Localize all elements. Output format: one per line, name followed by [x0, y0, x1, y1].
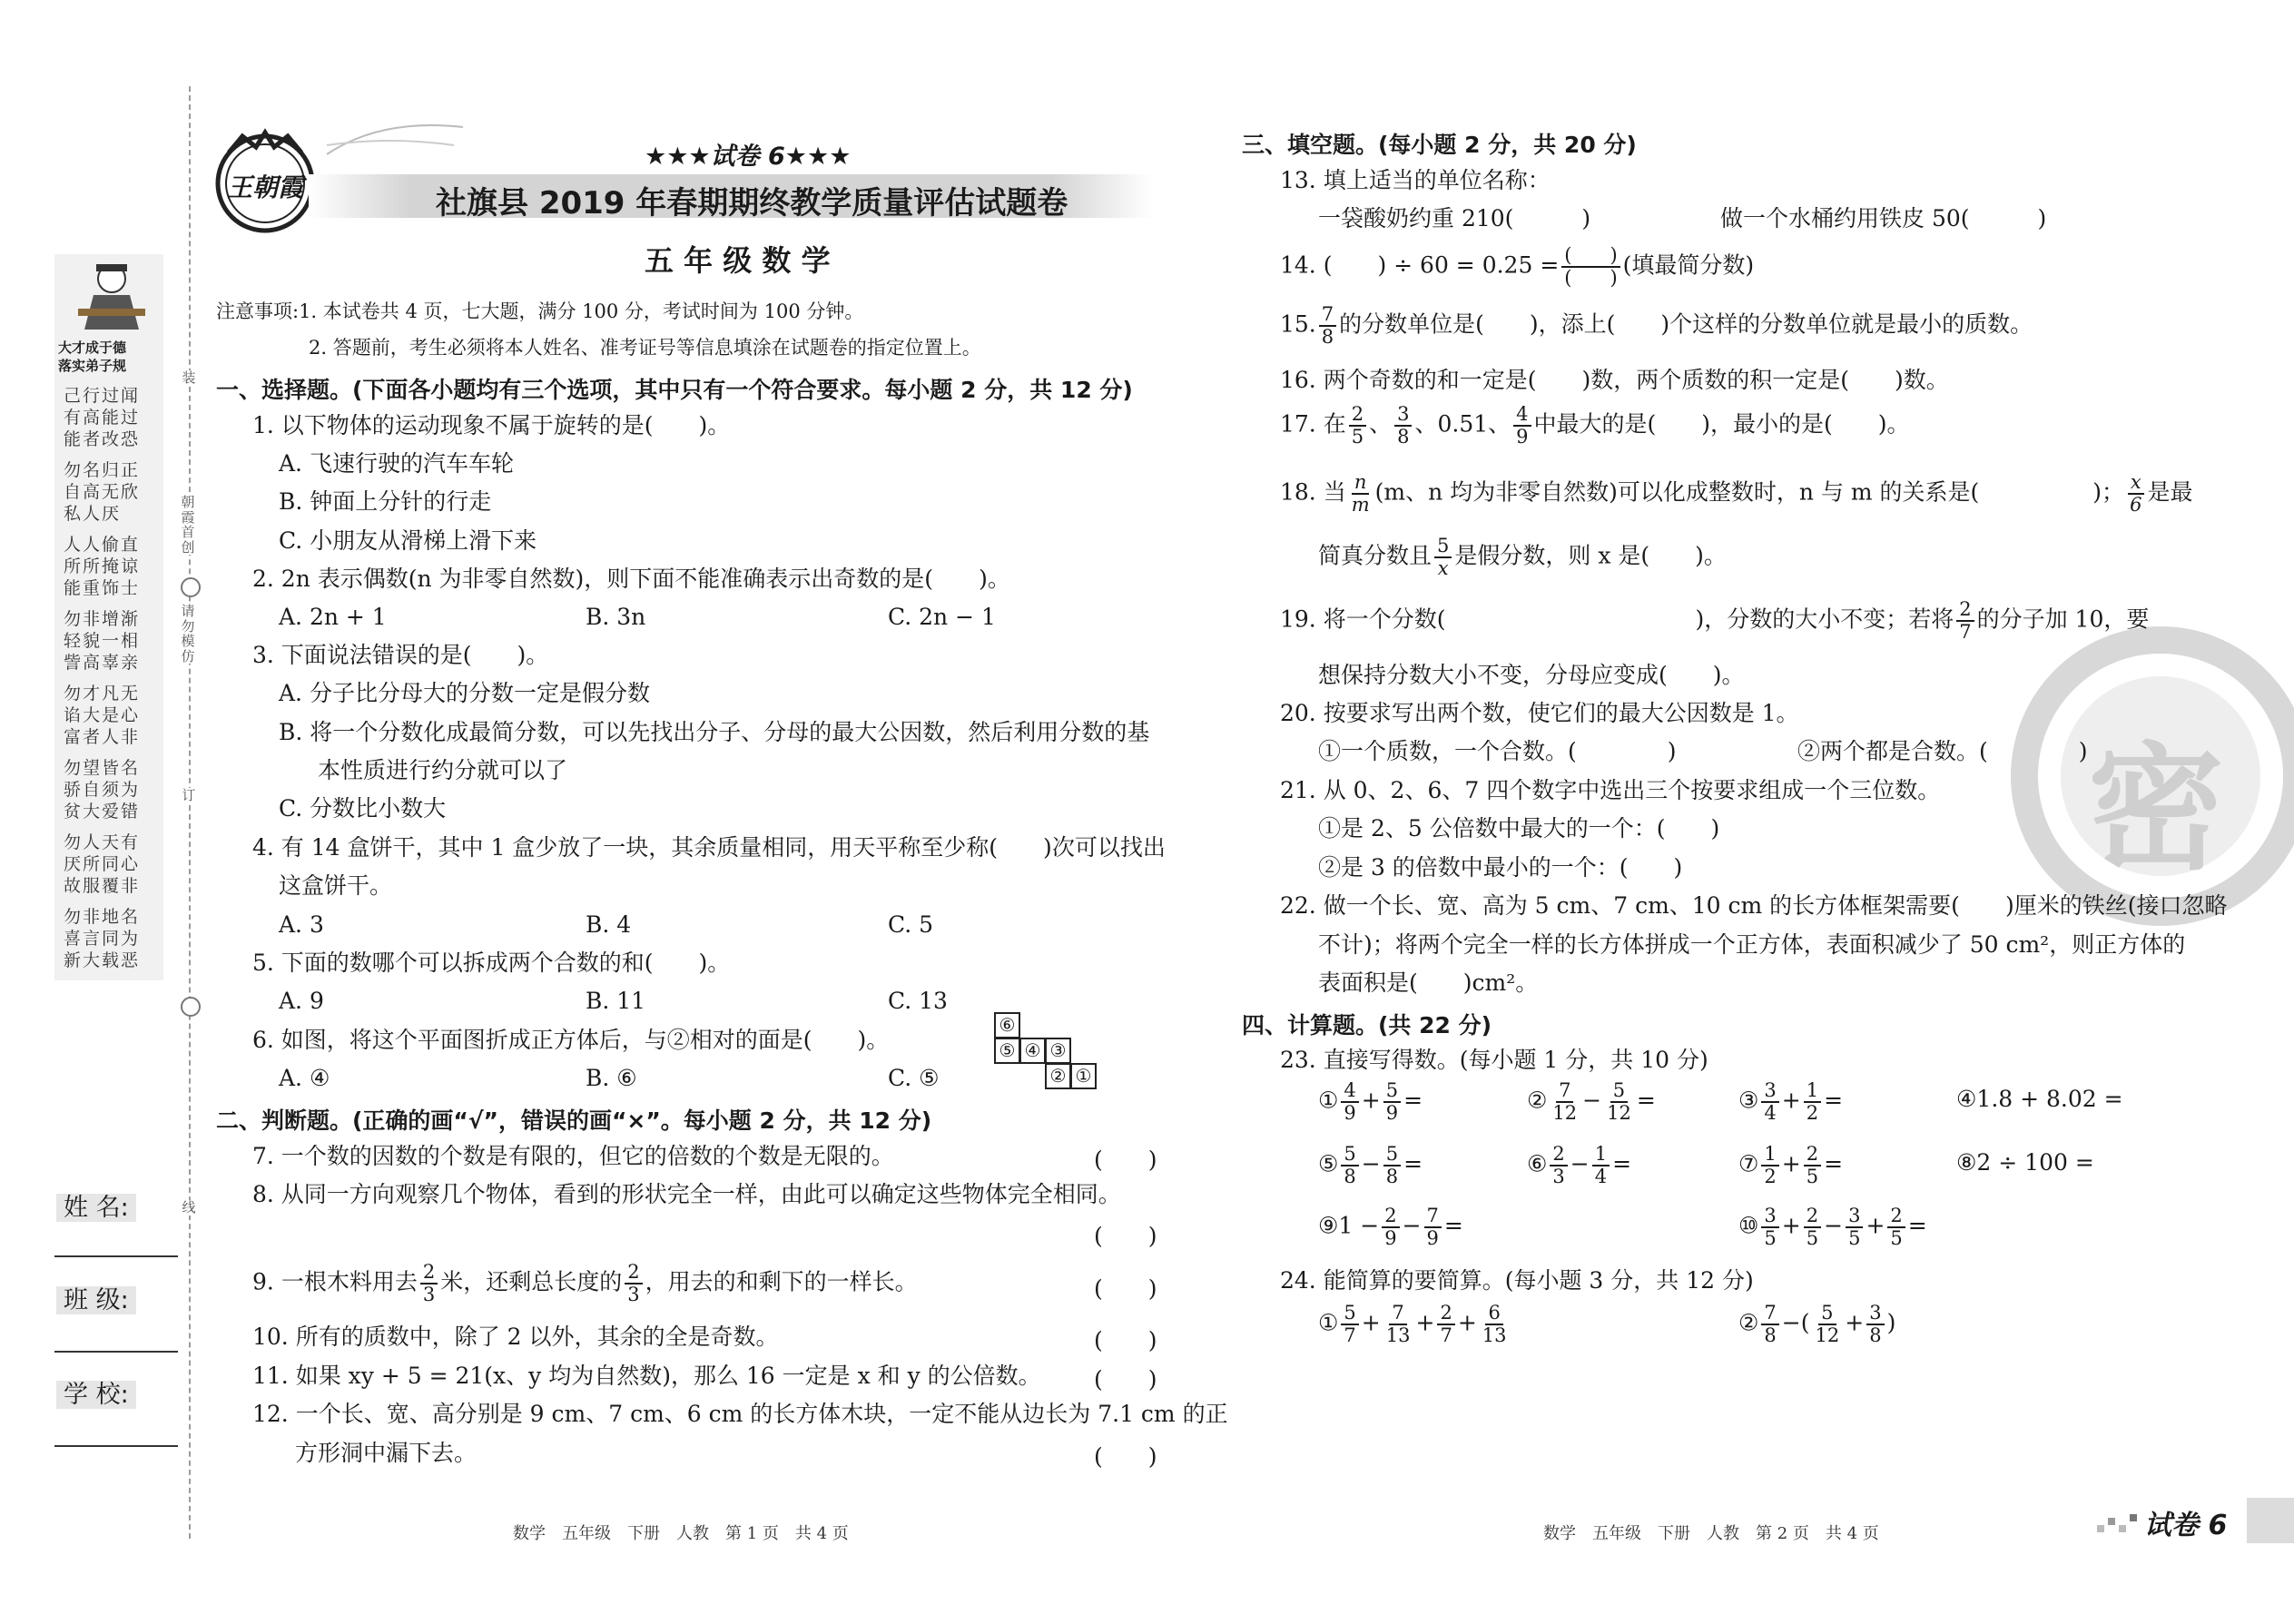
question-13b: 做一个水桶约用铁皮 50( ) [1720, 205, 2047, 231]
motto-line: 轻貌一相 [64, 631, 141, 651]
question-17: 17. 在 $\frac{2}{5}$ 、 $\frac{3}{8}$ 、0.51、 $\frac{4}{9}$ 中最大的是( )，最小的是( )。 [1280, 403, 1910, 448]
question-19-cont: 想保持分数大小不变，分母应变成( )。 [1318, 662, 1745, 688]
sidebar-slogan-2: 落实弟子规 [58, 358, 127, 374]
question-18-cont: 简真分数且 $\frac{5}{x}$ 是假分数，则 x 是( )。 [1318, 535, 1727, 580]
answer-blank-11[interactable]: ( ) [1094, 1366, 1157, 1393]
section-1-title: 一、选择题。(下面各小题均有三个选项，其中只有一个符合要求。每小题 2 分，共 12 分) [216, 377, 1133, 403]
section-4-title: 四、计算题。(共 22 分) [1242, 1012, 1492, 1038]
motto-line: 勿非地名 [64, 907, 141, 927]
badge-dots-icon [2097, 1509, 2142, 1536]
q4-option-b: B. 4 [586, 911, 632, 938]
question-14: 14. ( ) ÷ 60 = 0.25 = $\frac{( )}{( )}$ (填最简分数) [1280, 244, 1755, 290]
question-24: 24. 能简算的要简算。(每小题 3 分，共 12 分) [1280, 1267, 1754, 1294]
motto-line: 勿人天有 [64, 832, 141, 852]
footer-right: 数学 五年级 下册 人教 第 2 页 共 4 页 [1543, 1524, 1879, 1543]
motto-line: 勿才凡无 [64, 684, 141, 704]
question-13a: 一袋酸奶约重 210( ) [1318, 205, 1591, 231]
question-22-cont: 不计)；将两个完全一样的长方体拼成一个正方体，表面积减少了 50 cm²，则正方体的 [1318, 931, 2186, 958]
ribbon-decoration [327, 118, 463, 159]
question-18: 18. 当 $\frac{n}{m}$ (m、n 均为非零自然数)可以化成整数时，n 与 m 的关系是( )； $\frac{x}{6}$ 是最 [1280, 471, 2193, 517]
question-21b: ②是 3 的倍数中最小的一个：( ) [1318, 854, 1683, 881]
calc-item-1: ① $\frac{4}{9}$ + $\frac{5}{9}$ = [1318, 1079, 1423, 1125]
motto-line: 人人偷直 [64, 535, 141, 555]
watermark-text: 密 [2088, 731, 2225, 889]
calc-item-5: ⑤ $\frac{5}{8}$ − $\frac{5}{8}$ = [1318, 1143, 1423, 1188]
calc-item-9: ⑨1 − $\frac{2}{9}$ − $\frac{7}{9}$ = [1318, 1205, 1463, 1250]
question-16: 16. 两个奇数的和一定是( )数，两个质数的积一定是( )数。 [1280, 367, 1949, 393]
motto-line: 自高无欣 [64, 482, 141, 502]
q2-option-b: B. 3n [586, 604, 646, 630]
name-field-label: 姓 名: [56, 1187, 136, 1223]
question-3: 3. 下面说法错误的是( )。 [252, 642, 549, 668]
question-13: 13. 填上适当的单位名称： [1280, 167, 1551, 193]
q2-option-c: C. 2n − 1 [888, 604, 996, 630]
question-19: 19. 将一个分数( )，分数的大小不变；若将 $\frac{2}{7}$ 的分子加 10，要 [1280, 598, 2150, 644]
motto-line: 訾高辜亲 [64, 653, 141, 673]
question-20b: ②两个都是合数。( ) [1797, 738, 2088, 764]
motto-line: 所所掩谅 [64, 556, 141, 576]
answer-blank-8[interactable]: ( ) [1094, 1223, 1157, 1249]
q1-option-b: B. 钟面上分针的行走 [279, 488, 492, 515]
q4-option-c: C. 5 [888, 911, 934, 938]
q1-option-a: A. 飞速行驶的汽车车轮 [279, 450, 514, 477]
footer-left: 数学 五年级 下册 人教 第 1 页 共 4 页 [513, 1524, 849, 1543]
calc-item-2: ② $\frac{7}{12}$ − $\frac{5}{12}$ = [1527, 1079, 1656, 1125]
q6-option-b: B. ⑥ [586, 1065, 637, 1091]
q4-option-a: A. 3 [279, 911, 324, 938]
class-field-line[interactable] [54, 1351, 178, 1353]
cut-label-zhuang: 装 [178, 370, 200, 386]
badge-bar [2247, 1498, 2294, 1543]
motto-line: 富者人非 [64, 727, 141, 747]
cut-label-ding: 订 [178, 788, 200, 803]
motto-line: 贫大爱错 [64, 802, 141, 822]
question-22-cont2: 表面积是( )cm²。 [1318, 969, 1539, 996]
question-10: 10. 所有的质数中，除了 2 以外，其余的全是奇数。 [252, 1324, 779, 1350]
question-21a: ①是 2、5 公倍数中最大的一个：( ) [1318, 815, 1720, 842]
motto-line: 勿望皆名 [64, 758, 141, 778]
calc-item-6: ⑥ $\frac{2}{3}$ − $\frac{1}{4}$ = [1527, 1143, 1632, 1188]
series-label: ★★★试卷 6★★★ [645, 143, 852, 171]
calc-simplify-1: ① $\frac{5}{7}$ + $\frac{7}{13}$ + $\frac{2}{7}$ + $\frac{6}{13}$ [1318, 1302, 1507, 1347]
q6-option-a: A. ④ [279, 1065, 330, 1091]
question-23: 23. 直接写得数。(每小题 1 分，共 10 分) [1280, 1047, 1708, 1073]
question-12-cont: 方形洞中漏下去。 [295, 1440, 478, 1466]
question-1: 1. 以下物体的运动现象不属于旋转的是( )。 [252, 412, 731, 438]
motto-line: 骄自须为 [64, 780, 141, 800]
name-field-line[interactable] [54, 1255, 178, 1257]
answer-blank-7[interactable]: ( ) [1094, 1147, 1157, 1173]
calc-simplify-2: ② $\frac{7}{8}$ −( $\frac{5}{12}$ + $\frac{3}{8}$ ) [1738, 1302, 1896, 1347]
cut-line [189, 86, 191, 1539]
motto-line: 厌所同心 [64, 854, 141, 874]
q5-option-a: A. 9 [279, 988, 324, 1014]
answer-blank-9[interactable]: ( ) [1094, 1275, 1157, 1302]
answer-blank-10[interactable]: ( ) [1094, 1327, 1157, 1353]
calc-item-8: ⑧2 ÷ 100 = [1956, 1149, 2094, 1176]
question-6: 6. 如图，将这个平面图折成正方体后，与②相对的面是( )。 [252, 1027, 890, 1053]
net-face-4: ④ [1019, 1038, 1046, 1064]
motto-line: 私人厌 [64, 504, 122, 524]
question-20a: ①一个质数，一个合数。( ) [1318, 738, 1677, 764]
question-7: 7. 一个数的因数的个数是有限的，但它的倍数的个数是无限的。 [252, 1143, 894, 1169]
motto-line: 能重饰士 [64, 578, 141, 598]
question-12: 12. 一个长、宽、高分别是 9 cm、7 cm、6 cm 的长方体木块，一定不能从边长为 7.1 cm 的正 [252, 1401, 1228, 1427]
net-face-5: ⑤ [994, 1038, 1020, 1064]
motto-line: 己行过闻 [64, 386, 141, 406]
q5-option-c: C. 13 [888, 988, 948, 1014]
q5-option-b: B. 11 [586, 988, 646, 1014]
sidebar-slogan-1: 大才成于德 [58, 340, 127, 356]
motto-line: 有高能过 [64, 408, 141, 428]
motto-line: 新大载恶 [64, 950, 141, 970]
net-face-2: ② [1045, 1063, 1071, 1089]
motto-line: 谄大是心 [64, 705, 141, 725]
cut-label-xian: 线 [178, 1200, 200, 1216]
exam-title: 社旗县 2019 年春期期终教学质量评估试题卷 [436, 185, 1068, 221]
answer-blank-12[interactable]: ( ) [1094, 1443, 1157, 1470]
net-face-1: ① [1070, 1063, 1097, 1089]
question-5: 5. 下面的数哪个可以拆成两个合数的和( )。 [252, 950, 731, 976]
question-11: 11. 如果 xy + 5 = 21(x、y 均为自然数)，那么 16 一定是 x 和 y 的公倍数。 [252, 1363, 1041, 1389]
motto-line: 勿名归正 [64, 460, 141, 480]
calc-item-10: ⑩ $\frac{3}{5}$ + $\frac{2}{5}$ − $\frac{3}{5}$ + $\frac{2}{5}$ = [1738, 1205, 1927, 1250]
question-20: 20. 按要求写出两个数，使它们的最大公因数是 1。 [1280, 700, 1799, 726]
question-2: 2. 2n 表示偶数(n 为非零自然数)，则下面不能准确表示出奇数的是( )。 [252, 566, 1010, 592]
q6-option-c: C. ⑤ [888, 1065, 940, 1091]
question-4-cont: 这盒饼干。 [279, 872, 393, 899]
calc-item-3: ③ $\frac{3}{4}$ + $\frac{1}{2}$ = [1738, 1079, 1844, 1125]
question-15: 15. $\frac{7}{8}$ 的分数单位是( )，添上( )个这样的分数单位就是最小的质数。 [1280, 303, 2033, 349]
cut-label-brand: 朝霞首创 [178, 495, 198, 555]
question-22: 22. 做一个长、宽、高为 5 cm、7 cm、10 cm 的长方体框架需要( )厘米的铁丝(接口忽略 [1280, 892, 2228, 919]
notes-line-2: 2. 答题前，考生必须将本人姓名、准考证号等信息填涂在试题卷的指定位置上。 [309, 337, 981, 359]
brand-logo-text: 王朝霞 [227, 172, 304, 202]
calc-item-7: ⑦ $\frac{1}{2}$ + $\frac{2}{5}$ = [1738, 1143, 1844, 1188]
net-face-6: ⑥ [994, 1012, 1020, 1038]
subject-title: 五 年 级 数 学 [645, 243, 831, 278]
scholar-figure-icon [71, 259, 153, 331]
motto-line: 喜言同为 [64, 929, 141, 949]
binding-hole-icon [181, 577, 201, 597]
question-21: 21. 从 0、2、6、7 四个数字中选出三个按要求组成一个三位数。 [1280, 777, 1941, 803]
cut-label-nocopy: 请勿模仿 [178, 604, 198, 664]
motto-line: 故服覆非 [64, 876, 141, 896]
section-3-title: 三、填空题。(每小题 2 分，共 20 分) [1242, 132, 1637, 158]
question-9: 9. 一根木料用去 $\frac{2}{3}$ 米，还剩总长度的 $\frac{2}{3}$ ，用去的和剩下的一样长。 [252, 1261, 918, 1306]
q3-option-b: B. 将一个分数化成最简分数，可以先找出分子、分母的最大公因数，然后利用分数的基 [279, 719, 1150, 745]
notes-line-1: 注意事项:1. 本试卷共 4 页，七大题，满分 100 分，考试时间为 100 分钟。 [216, 300, 864, 322]
calc-item-4: ④1.8 + 8.02 = [1956, 1086, 2123, 1112]
q3-option-b-cont: 本性质进行约分就可以了 [318, 757, 568, 783]
q2-option-a: A. 2n + 1 [279, 604, 387, 630]
question-8: 8. 从同一方向观察几个物体，看到的形状完全一样，由此可以确定这些物体完全相同。 [252, 1181, 1121, 1207]
q3-option-c: C. 分数比小数大 [279, 795, 447, 822]
section-2-title: 二、判断题。(正确的画“√”，错误的画“×”。每小题 2 分，共 12 分) [216, 1107, 932, 1134]
q1-option-c: C. 小朋友从滑梯上滑下来 [279, 527, 537, 554]
binding-hole-icon [181, 997, 201, 1017]
school-field-line[interactable] [54, 1445, 178, 1447]
school-field-label: 学 校: [56, 1374, 136, 1410]
q3-option-a: A. 分子比分母大的分数一定是假分数 [279, 680, 650, 706]
motto-line: 勿非增渐 [64, 609, 141, 629]
question-4: 4. 有 14 盒饼干，其中 1 盒少放了一块，其余质量相同，用天平称至少称( )次可以找出 [252, 834, 1166, 861]
page-badge: 试卷 6 [2144, 1510, 2228, 1541]
net-face-3: ③ [1045, 1038, 1071, 1064]
class-field-label: 班 级: [56, 1280, 136, 1315]
motto-line: 能者改恐 [64, 429, 141, 449]
